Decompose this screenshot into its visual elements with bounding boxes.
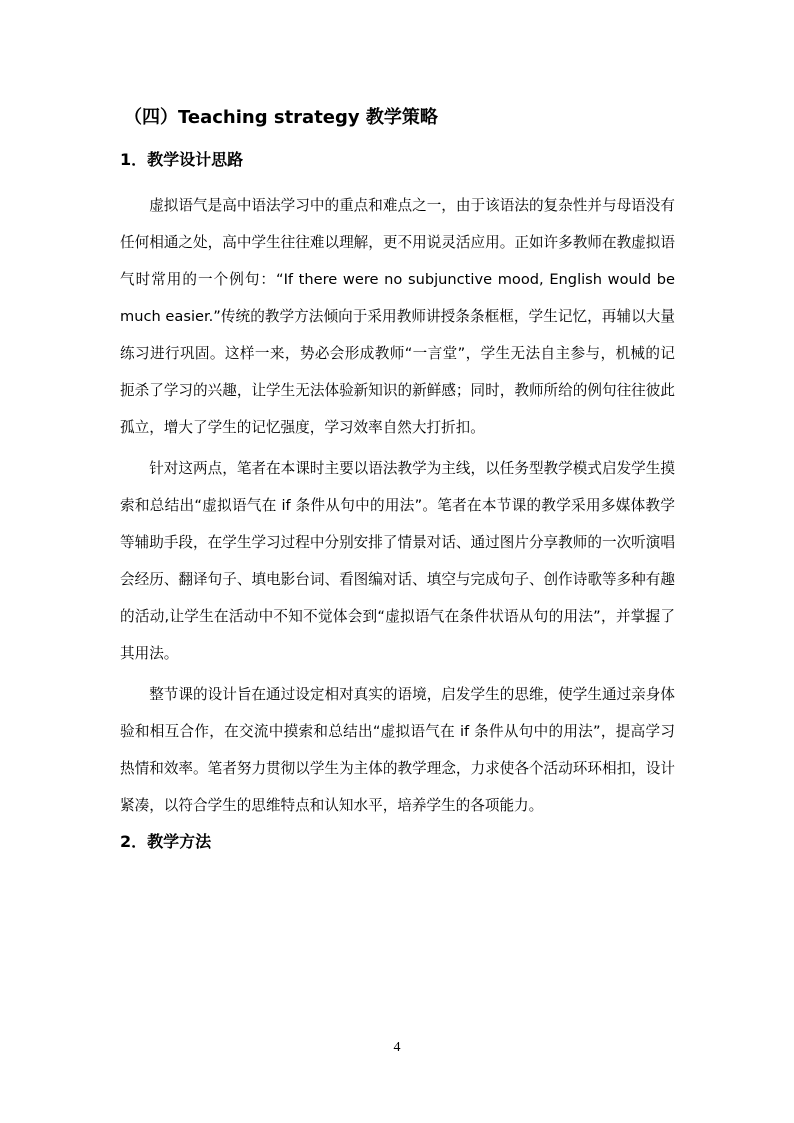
page-content [120, 104, 675, 869]
paragraph: 虚拟语气是高中语法学习中的重点和难点之一，由于该语法的复杂性并与母语没有任何相通之处，高中学生往往难以理解，更不用说灵活应用。正如许多教师在教虚拟语气时常用的一个例句：“If there were no subjunctive mood, English would be much easier.”传统的教学方法倾向于采用教师讲授条条框框，学生记忆，再辅以大量练习进行巩固。这样一来，势必会形成教师“一言堂”，学生无法自主参与，机械的记扼杀了学习的兴趣，让学生无法体验新知识的新鲜感；同时，教师所给的例句往往彼此孤立，增大了学生的记忆强度，学习效率自然大打折扣。 [120, 197, 675, 436]
paragraph: 针对这两点，笔者在本课时主要以语法教学为主线，以任务型教学模式启发学生摸索和总结出“虚拟语气在 if 条件从句中的用法”。笔者在本节课的教学采用多媒体教学等辅助手段，在学生学习过程中分别安排了情景对话、通过图片分享教师的一次听演唱会经历、翻译句子、填电影台词、看图编对话、填空与完成句子、创作诗歌等多种有趣的活动,让学生在活动中不知不觉体会到“虚拟语气在条件状语从句的用法”，并掌握了其用法。 [120, 460, 675, 662]
page-number: 4 [393, 1040, 401, 1055]
subsection-title-design: 1．教学设计思路 [120, 150, 244, 169]
paragraph: 整节课的设计旨在通过设定相对真实的语境，启发学生的思维，使学生通过亲身体验和相互合作，在交流中摸索和总结出“虚拟语气在 if 条件从句中的用法”，提高学习热情和效率。笔者努力贯彻以学生为主体的教学理念，力求使各个活动环环相扣，设计紧凑，以符合学生的思维特点和认知水平，培养学生的各项能力。 [120, 686, 675, 814]
section-heading: （四）Teaching strategy 教学策略 [124, 107, 438, 128]
subsection-title-methods: 2．教学方法 [120, 832, 212, 851]
